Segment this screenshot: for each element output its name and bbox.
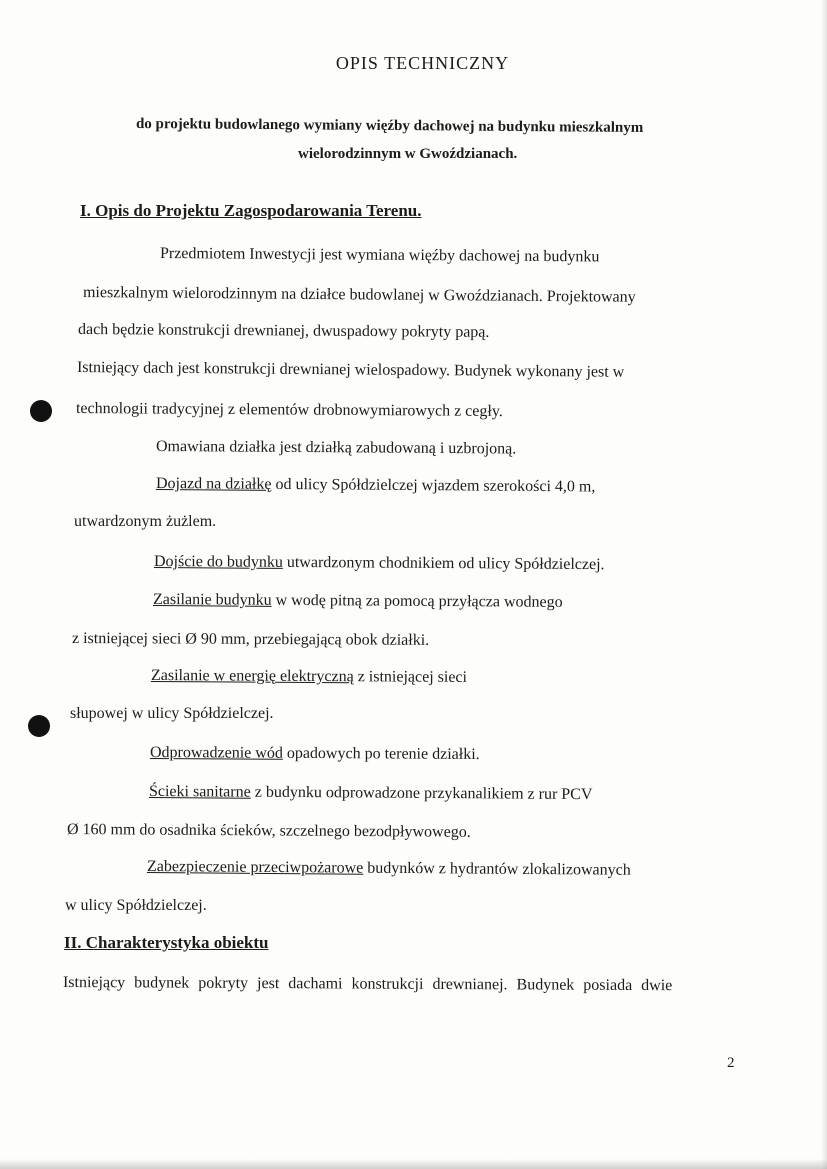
odprowadzenie-line [150, 743, 480, 765]
section1-p2-line2: technologii tradycyjnej z elementów drobnowymiarowych z cegły. [75, 400, 503, 420]
scieki-line2: Ø 160 mm do osadnika ścieków, szczelnego bezodpływowego. [66, 821, 471, 841]
section1-p3: Omawiana działka jest działką zabudowaną i uzbrojoną. [155, 438, 517, 458]
document-subtitle-line1: do projektu budowlanego wymiany więźby dachowej na budynku mieszkalnym [135, 116, 644, 136]
section1-p1-line2: mieszkalnym wielorodzinnym na działce budowlanej w Gwoździanach. Projektowany [82, 284, 636, 306]
ppoz-line2: w ulicy Spółdzielczej. [65, 897, 207, 914]
document-title: OPIS TECHNICZNY [335, 53, 510, 73]
scieki-label: Ścieki sanitarne [148, 783, 251, 801]
dojazd-text: od ulicy Spółdzielczej wjazdem szerokości 4,0 m, [271, 475, 596, 496]
ppoz-line1 [147, 857, 631, 881]
energia-text: z istniejącej sieci [353, 668, 468, 686]
scieki-text: z budynku odprowadzone przykanalikiem z rur PCV [250, 783, 593, 804]
ppoz-label: Zabezpieczenie przeciwpożarowe [146, 858, 364, 877]
energia-line2: słupowej w ulicy Spółdzielczej. [70, 705, 274, 722]
scieki-line1 [149, 782, 593, 805]
energia-line1 [151, 666, 467, 688]
ppoz-text: budynków z hydrantów zlokalizowanych [363, 859, 631, 879]
odprowadzenie-text: opadowych po terenie działki. [282, 744, 480, 764]
zasilanie-line1 [153, 590, 563, 613]
section1-p2-line1: Istniejący dach jest konstrukcji drewnianej wielospadowy. Budynek wykonany jest w [76, 359, 625, 381]
section1-p1-line3: dach będzie konstrukcji drewnianej, dwuspadowy pokryty papą. [77, 321, 490, 341]
dojscie-label: Dojście do budynku [153, 553, 283, 571]
section1-p1-line1: Przedmiotem Inwestycji jest wymiana więźby dachowej na budynku [159, 245, 600, 266]
zasilanie-label: Zasilanie budynku [152, 591, 272, 609]
dojazd-label: Dojazd na działkę [155, 475, 272, 493]
document-subtitle-line2: wielorodzinnym w Gwoździanach. [298, 146, 518, 162]
zasilanie-line2: z istniejącej sieci Ø 90 mm, przebiegającą obok działki. [71, 630, 430, 649]
dojscie-text: utwardzonym chodnikiem od ulicy Spółdzielczej. [282, 553, 605, 574]
dojscie-line [154, 552, 605, 575]
section2-p1-line1: Istniejący budynek pokryty jest dachami konstrukcji drewnianej. Budynek posiada dwie [62, 974, 673, 995]
energia-label: Zasilanie w energię elektryczną [150, 667, 354, 686]
scan-edge-bottom [0, 1159, 827, 1169]
dojazd-line1 [156, 474, 596, 497]
section1-heading: I. Opis do Projektu Zagospodarowania Terenu. [80, 201, 422, 220]
section2-heading: II. Charakterystyka obiektu [64, 933, 269, 952]
page-number: 2 [727, 1055, 735, 1071]
punch-hole-top [30, 400, 52, 422]
zasilanie-text: w wodę pitną za pomocą przyłącza wodnego [271, 591, 563, 611]
scan-edge-right [821, 0, 827, 1169]
punch-hole-bottom [28, 715, 50, 737]
odprowadzenie-label: Odprowadzenie wód [149, 744, 283, 762]
dojazd-line2: utwardzonym żużlem. [74, 513, 217, 530]
